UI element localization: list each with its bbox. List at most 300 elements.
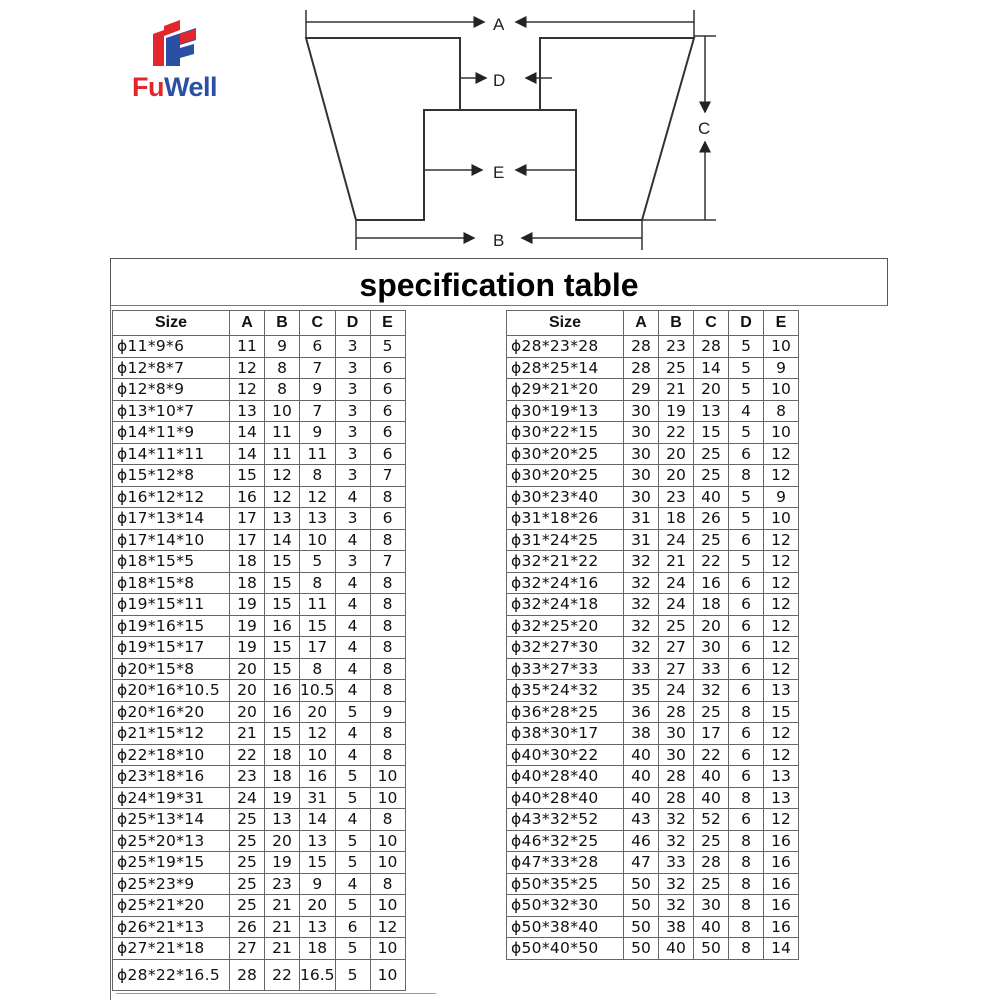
cell-a: 32: [624, 551, 659, 573]
column-header-a: A: [230, 311, 265, 336]
table-row: [507, 680, 799, 702]
table-row: [113, 594, 406, 616]
table-row: [113, 744, 406, 766]
cell-a: 30: [624, 400, 659, 422]
table-row: [507, 852, 799, 874]
cell-b: 9: [265, 336, 300, 358]
cell-size: ϕ16*12*12: [113, 486, 230, 508]
cell-b: 24: [659, 572, 694, 594]
cell-e: 7: [370, 551, 405, 573]
table-row: [507, 357, 799, 379]
cell-b: 25: [659, 615, 694, 637]
column-header-e: E: [370, 311, 405, 336]
cell-e: 13: [764, 680, 799, 702]
cell-a: 31: [624, 529, 659, 551]
table-row: [113, 615, 406, 637]
cell-d: 8: [729, 916, 764, 938]
cell-b: 32: [659, 809, 694, 831]
brand-name: [132, 72, 217, 103]
cell-size: ϕ50*38*40: [507, 916, 624, 938]
cell-b: 16: [265, 615, 300, 637]
cell-c: 10: [300, 744, 336, 766]
cell-size: ϕ32*25*20: [507, 615, 624, 637]
cell-size: ϕ33*27*33: [507, 658, 624, 680]
cell-e: 8: [764, 400, 799, 422]
cell-e: 10: [764, 379, 799, 401]
cell-c: 17: [300, 637, 336, 659]
cell-d: 6: [729, 658, 764, 680]
cell-c: 6: [300, 336, 336, 358]
cell-e: 12: [764, 443, 799, 465]
cell-d: 6: [729, 615, 764, 637]
table-row: [113, 830, 406, 852]
cell-e: 12: [764, 744, 799, 766]
cell-c: 18: [694, 594, 729, 616]
cell-a: 50: [624, 938, 659, 960]
table-row: [113, 916, 406, 938]
cell-e: 16: [764, 895, 799, 917]
cell-a: 29: [624, 379, 659, 401]
cell-size: ϕ28*22*16.5: [113, 959, 230, 990]
cell-b: 12: [265, 486, 300, 508]
cell-c: 15: [300, 615, 336, 637]
cell-d: 6: [729, 594, 764, 616]
cell-c: 32: [694, 680, 729, 702]
cell-d: 5: [729, 379, 764, 401]
cell-size: ϕ14*11*9: [113, 422, 230, 444]
cell-d: 4: [335, 637, 370, 659]
cell-b: 28: [659, 787, 694, 809]
cell-d: 3: [335, 400, 370, 422]
table-row: [507, 916, 799, 938]
cell-d: 5: [729, 336, 764, 358]
cell-a: 31: [624, 508, 659, 530]
cell-b: 16: [265, 680, 300, 702]
cell-c: 15: [694, 422, 729, 444]
cell-size: ϕ30*20*25: [507, 465, 624, 487]
cell-e: 8: [370, 637, 405, 659]
cell-b: 13: [265, 508, 300, 530]
cell-size: ϕ31*18*26: [507, 508, 624, 530]
cell-c: 28: [694, 852, 729, 874]
cell-b: 30: [659, 723, 694, 745]
column-header-c: C: [300, 311, 336, 336]
cell-a: 13: [230, 400, 265, 422]
cell-e: 6: [370, 379, 405, 401]
cell-e: 10: [370, 895, 405, 917]
cell-e: 12: [764, 723, 799, 745]
cell-d: 6: [729, 766, 764, 788]
cell-e: 8: [370, 744, 405, 766]
cell-c: 14: [694, 357, 729, 379]
column-header-d: D: [335, 311, 370, 336]
cell-size: ϕ20*16*10.5: [113, 680, 230, 702]
cell-e: 6: [370, 400, 405, 422]
cell-size: ϕ22*18*10: [113, 744, 230, 766]
cell-b: 19: [265, 852, 300, 874]
cell-size: ϕ28*23*28: [507, 336, 624, 358]
cell-size: ϕ40*30*22: [507, 744, 624, 766]
cell-c: 40: [694, 766, 729, 788]
cell-a: 28: [624, 336, 659, 358]
cell-c: 9: [300, 379, 336, 401]
cell-c: 25: [694, 873, 729, 895]
table-header-row: [507, 311, 799, 336]
cell-size: ϕ25*20*13: [113, 830, 230, 852]
table-row: [507, 701, 799, 723]
cell-d: 5: [335, 895, 370, 917]
cell-size: ϕ35*24*32: [507, 680, 624, 702]
table-row: [507, 766, 799, 788]
cell-d: 6: [729, 809, 764, 831]
cell-b: 28: [659, 766, 694, 788]
cell-e: 16: [764, 830, 799, 852]
cell-e: 8: [370, 615, 405, 637]
dimension-label-b: B: [493, 231, 505, 250]
cell-c: 12: [300, 723, 336, 745]
cell-d: 4: [729, 400, 764, 422]
cell-e: 8: [370, 529, 405, 551]
cell-a: 14: [230, 443, 265, 465]
cell-b: 15: [265, 658, 300, 680]
cell-d: 4: [335, 529, 370, 551]
cell-a: 11: [230, 336, 265, 358]
cell-d: 5: [729, 357, 764, 379]
cell-b: 22: [265, 959, 300, 990]
cell-a: 28: [624, 357, 659, 379]
cell-a: 20: [230, 701, 265, 723]
cell-d: 4: [335, 744, 370, 766]
cell-d: 6: [729, 572, 764, 594]
cell-b: 13: [265, 809, 300, 831]
cell-a: 32: [624, 594, 659, 616]
cell-e: 8: [370, 486, 405, 508]
cell-b: 21: [265, 916, 300, 938]
table-row: [113, 723, 406, 745]
cell-b: 15: [265, 572, 300, 594]
cell-e: 7: [370, 465, 405, 487]
cell-c: 52: [694, 809, 729, 831]
cell-size: ϕ17*13*14: [113, 508, 230, 530]
cell-size: ϕ27*21*18: [113, 938, 230, 960]
brand-name-well: Well: [164, 72, 218, 102]
cell-e: 8: [370, 809, 405, 831]
cell-a: 38: [624, 723, 659, 745]
cell-e: 10: [370, 959, 405, 990]
cell-e: 8: [370, 723, 405, 745]
cell-a: 19: [230, 637, 265, 659]
cell-size: ϕ32*24*16: [507, 572, 624, 594]
cell-d: 8: [729, 895, 764, 917]
cell-size: ϕ20*15*8: [113, 658, 230, 680]
cell-size: ϕ11*9*6: [113, 336, 230, 358]
cell-d: 5: [335, 787, 370, 809]
cell-size: ϕ15*12*8: [113, 465, 230, 487]
cell-d: 6: [729, 680, 764, 702]
cell-size: ϕ30*22*15: [507, 422, 624, 444]
cell-d: 5: [335, 766, 370, 788]
table-row: [507, 723, 799, 745]
cell-b: 8: [265, 357, 300, 379]
cell-a: 35: [624, 680, 659, 702]
cell-e: 8: [370, 594, 405, 616]
cell-b: 27: [659, 637, 694, 659]
cell-size: ϕ50*35*25: [507, 873, 624, 895]
table-row: [113, 443, 406, 465]
cell-c: 22: [694, 551, 729, 573]
cell-a: 40: [624, 744, 659, 766]
cell-c: 25: [694, 443, 729, 465]
table-row: [507, 551, 799, 573]
cell-d: 6: [729, 529, 764, 551]
table-row: [113, 809, 406, 831]
cell-b: 18: [265, 744, 300, 766]
cell-e: 9: [764, 486, 799, 508]
cell-d: 5: [729, 551, 764, 573]
column-header-d: D: [729, 311, 764, 336]
cell-b: 30: [659, 744, 694, 766]
cell-b: 11: [265, 422, 300, 444]
cell-b: 27: [659, 658, 694, 680]
table-row: [113, 873, 406, 895]
cell-d: 6: [729, 744, 764, 766]
cell-c: 25: [694, 529, 729, 551]
cell-a: 40: [624, 766, 659, 788]
cell-c: 18: [300, 938, 336, 960]
cell-d: 4: [335, 615, 370, 637]
cell-e: 10: [370, 830, 405, 852]
cell-d: 6: [335, 916, 370, 938]
cell-c: 26: [694, 508, 729, 530]
cell-a: 32: [624, 615, 659, 637]
table-row: [507, 787, 799, 809]
cell-a: 16: [230, 486, 265, 508]
table-row: [113, 852, 406, 874]
cell-a: 50: [624, 916, 659, 938]
cell-e: 10: [370, 787, 405, 809]
cell-d: 4: [335, 658, 370, 680]
cell-c: 12: [300, 486, 336, 508]
column-header-c: C: [694, 311, 729, 336]
cell-c: 40: [694, 916, 729, 938]
cell-a: 27: [230, 938, 265, 960]
cell-d: 8: [729, 701, 764, 723]
cell-c: 20: [300, 895, 336, 917]
cell-a: 43: [624, 809, 659, 831]
table-row: [507, 443, 799, 465]
cell-e: 12: [764, 572, 799, 594]
cell-size: ϕ31*24*25: [507, 529, 624, 551]
cell-c: 22: [694, 744, 729, 766]
dimension-label-c: C: [698, 119, 711, 138]
cell-size: ϕ14*11*11: [113, 443, 230, 465]
cell-size: ϕ21*15*12: [113, 723, 230, 745]
cell-size: ϕ40*28*40: [507, 787, 624, 809]
cell-size: ϕ19*15*11: [113, 594, 230, 616]
table-row: [113, 895, 406, 917]
table-row: [507, 336, 799, 358]
cell-size: ϕ32*24*18: [507, 594, 624, 616]
table-row: [113, 422, 406, 444]
cell-a: 26: [230, 916, 265, 938]
table-title-box: [110, 258, 888, 306]
cell-size: ϕ12*8*9: [113, 379, 230, 401]
cell-e: 6: [370, 357, 405, 379]
cell-size: ϕ25*23*9: [113, 873, 230, 895]
cell-c: 7: [300, 357, 336, 379]
cell-e: 12: [764, 637, 799, 659]
cell-b: 15: [265, 637, 300, 659]
cell-b: 21: [265, 938, 300, 960]
dimension-label-e: E: [493, 163, 505, 182]
table-row: [113, 701, 406, 723]
cell-b: 23: [265, 873, 300, 895]
cell-c: 10: [300, 529, 336, 551]
cell-c: 28: [694, 336, 729, 358]
table-row: [507, 658, 799, 680]
cell-e: 10: [370, 852, 405, 874]
cell-b: 15: [265, 551, 300, 573]
cell-a: 22: [230, 744, 265, 766]
cell-d: 3: [335, 508, 370, 530]
column-header-a: A: [624, 311, 659, 336]
cell-b: 28: [659, 701, 694, 723]
brand-name-fu: Fu: [132, 72, 164, 102]
cell-b: 21: [659, 551, 694, 573]
cell-d: 3: [335, 379, 370, 401]
cell-c: 20: [694, 379, 729, 401]
cell-d: 4: [335, 723, 370, 745]
cell-a: 30: [624, 486, 659, 508]
cell-d: 4: [335, 572, 370, 594]
cell-b: 38: [659, 916, 694, 938]
cell-size: ϕ50*32*30: [507, 895, 624, 917]
cell-c: 15: [300, 852, 336, 874]
cell-e: 6: [370, 443, 405, 465]
cell-b: 18: [265, 766, 300, 788]
cell-a: 24: [230, 787, 265, 809]
table-row: [507, 422, 799, 444]
cell-b: 20: [265, 830, 300, 852]
cell-c: 5: [300, 551, 336, 573]
table-left-border: [110, 305, 111, 1000]
cell-e: 12: [764, 465, 799, 487]
table-row: [113, 551, 406, 573]
cell-size: ϕ30*20*25: [507, 443, 624, 465]
cell-c: 40: [694, 486, 729, 508]
cell-size: ϕ38*30*17: [507, 723, 624, 745]
column-header-b: B: [265, 311, 300, 336]
cell-a: 19: [230, 615, 265, 637]
cell-d: 3: [335, 336, 370, 358]
cell-size: ϕ24*19*31: [113, 787, 230, 809]
cell-size: ϕ30*23*40: [507, 486, 624, 508]
spec-table-right: [506, 310, 799, 960]
spec-table-left: [112, 310, 406, 991]
table-row: [507, 594, 799, 616]
cell-b: 25: [659, 357, 694, 379]
cell-a: 19: [230, 594, 265, 616]
cell-a: 17: [230, 529, 265, 551]
cell-d: 4: [335, 594, 370, 616]
cell-c: 13: [300, 508, 336, 530]
cell-d: 8: [729, 873, 764, 895]
cell-e: 12: [764, 658, 799, 680]
table-row: [507, 830, 799, 852]
cell-e: 10: [370, 766, 405, 788]
cell-e: 8: [370, 572, 405, 594]
cell-b: 20: [659, 465, 694, 487]
cell-d: 6: [729, 443, 764, 465]
table-row: [507, 508, 799, 530]
table-row: [113, 508, 406, 530]
cell-d: 5: [335, 830, 370, 852]
cell-b: 11: [265, 443, 300, 465]
cell-size: ϕ18*15*5: [113, 551, 230, 573]
cell-d: 5: [729, 486, 764, 508]
cell-a: 15: [230, 465, 265, 487]
cell-d: 3: [335, 422, 370, 444]
cell-d: 6: [729, 723, 764, 745]
cell-a: 20: [230, 658, 265, 680]
table-title: specification table: [359, 267, 639, 303]
cell-c: 16.5: [300, 959, 336, 990]
cell-d: 8: [729, 465, 764, 487]
column-header-e: E: [764, 311, 799, 336]
cell-a: 18: [230, 551, 265, 573]
cell-c: 40: [694, 787, 729, 809]
cell-e: 12: [370, 916, 405, 938]
cell-e: 16: [764, 873, 799, 895]
cell-a: 30: [624, 465, 659, 487]
table-row: [507, 938, 799, 960]
cell-e: 6: [370, 508, 405, 530]
cell-a: 30: [624, 443, 659, 465]
cell-e: 14: [764, 938, 799, 960]
cell-d: 5: [335, 701, 370, 723]
cell-b: 24: [659, 594, 694, 616]
cell-b: 32: [659, 895, 694, 917]
cell-c: 7: [300, 400, 336, 422]
cell-e: 10: [764, 508, 799, 530]
cell-e: 12: [764, 615, 799, 637]
cell-b: 15: [265, 723, 300, 745]
cell-d: 3: [335, 551, 370, 573]
cell-c: 13: [694, 400, 729, 422]
cell-b: 23: [659, 486, 694, 508]
cell-c: 8: [300, 658, 336, 680]
cell-a: 25: [230, 809, 265, 831]
fuwell-logo-mark-icon: [150, 20, 200, 68]
cell-size: ϕ32*27*30: [507, 637, 624, 659]
cell-b: 16: [265, 701, 300, 723]
cell-b: 22: [659, 422, 694, 444]
cell-size: ϕ25*13*14: [113, 809, 230, 831]
cell-a: 12: [230, 357, 265, 379]
cell-d: 3: [335, 357, 370, 379]
cell-c: 14: [300, 809, 336, 831]
table-row: [113, 400, 406, 422]
column-header-size: Size: [507, 311, 624, 336]
cell-a: 20: [230, 680, 265, 702]
cell-size: ϕ19*16*15: [113, 615, 230, 637]
cell-c: 25: [694, 465, 729, 487]
cell-size: ϕ29*21*20: [507, 379, 624, 401]
cell-e: 9: [764, 357, 799, 379]
cell-a: 14: [230, 422, 265, 444]
cell-e: 12: [764, 594, 799, 616]
cell-b: 21: [659, 379, 694, 401]
